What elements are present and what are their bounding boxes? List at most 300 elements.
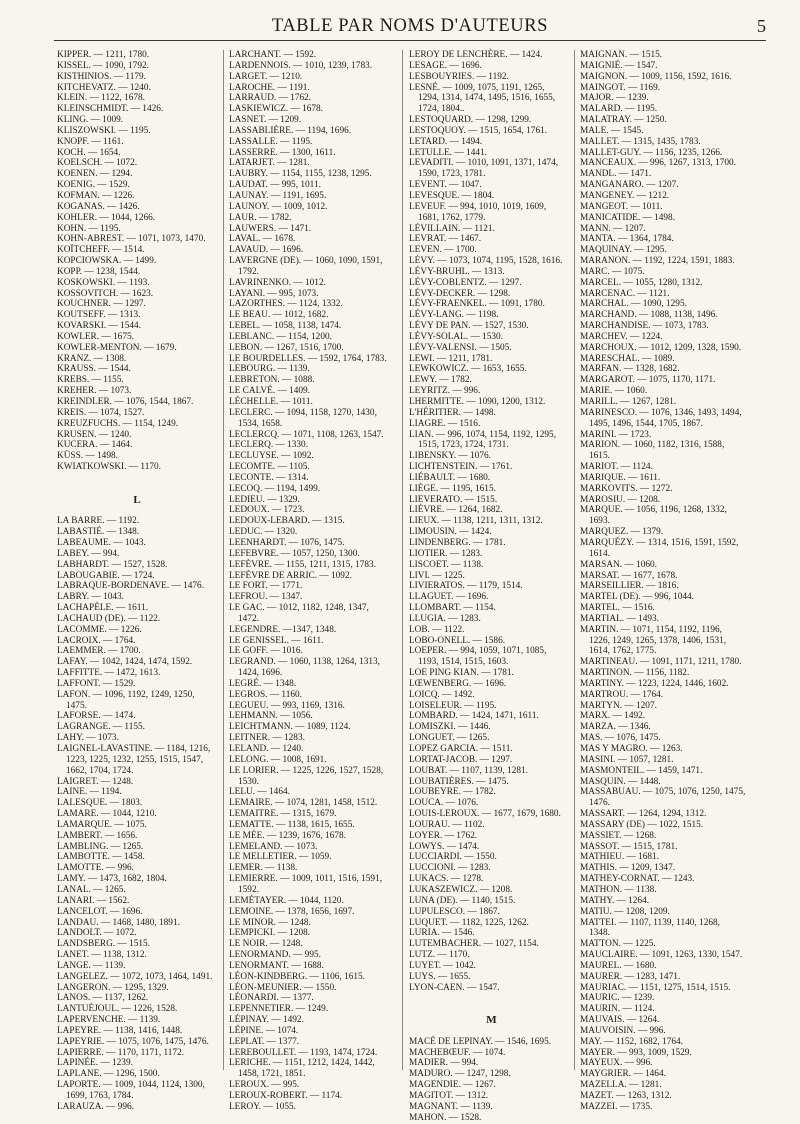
index-entry: LEICHTMANN. — 1089, 1124. [229,722,351,733]
index-entry: LE BOURDELLES. — 1592, 1764, 1783. [229,353,387,364]
index-entry: LEPENNETIER. — 1249. [229,1004,329,1015]
index-entry: LAPINÉE. — 1239. [57,1058,133,1069]
index-entry: LAPEYRE. — 1138, 1416, 1448. [57,1025,183,1036]
index-entry: MARTINY. — 1223, 1224, 1446, 1602. [580,678,729,689]
index-entry: MARCHAND. — 1088, 1138, 1496. [580,310,718,321]
column-divider [223,50,224,1070]
index-entry: KOELSCH. — 1072. [57,158,138,169]
index-entry: LE GAC. — 1012, 1182, 1248, 1347, [229,603,369,614]
index-entry: MAYGRIER. — 1464. [580,1069,666,1080]
index-entry: MARILL. — 1267, 1281. [580,397,677,407]
index-entry: MANCEAUX. — 996, 1267, 1313, 1700. [580,158,736,169]
index-entry: LOWYS. — 1474. [409,841,480,852]
index-entry: MANGANARO. — 1207. [580,180,679,191]
index-entry: MASSARY (DE) — 1022, 1515. [580,819,704,830]
index-entry: LEMIERRE. — 1009, 1011, 1516, 1591, [229,874,383,885]
index-entry-continuation: 1424, 1696. [238,668,283,679]
index-entry: KISTHINIOS. — 1179. [57,71,147,82]
index-entry: LAUWERS. — 1471. [229,223,312,234]
index-entry: LEGENDRE. —1347, 1348. [229,624,337,635]
blank-line [409,993,574,1004]
index-entry: LAFAY. — 1042, 1424, 1474, 1592. [57,657,193,668]
index-entry: LIEUX. — 1138, 1211, 1311, 1312. [409,516,543,527]
index-entry: LAUR. — 1782. [229,212,292,223]
index-entry: MATIU. — 1208, 1209. [580,906,670,917]
index-entry-continuation: 1495, 1496, 1544, 1705, 1867. [589,418,703,429]
index-entry: LOBO-ONELL. — 1586. [409,635,506,646]
index-entry: KNOPF. — 1161. [57,136,124,147]
index-entry: LEENHARDT. — 1076, 1475. [229,537,345,548]
index-entry: MAS Y MAGRO. — 1263. [580,744,683,754]
index-entry: MARIQUE. — 1611. [580,472,661,483]
index-entry-continuation: 1590, 1723, 1781. [418,169,486,180]
column-divider [574,50,575,1070]
index-entry: MARTEL (DE). — 996, 1044. [580,592,695,603]
index-entry: LUYET. — 1042. [409,960,476,971]
index-entry: LURIA. — 1546. [409,928,475,939]
index-entry: LIOTIER. — 1283. [409,548,483,559]
index-entry: LEFROU. — 1347. [229,592,303,603]
index-entry: LACHAPÈLE. — 1611. [57,603,149,614]
index-entry: LOB. — 1122. [409,624,465,635]
index-entry: L'HÉRITIER. — 1498. [409,407,496,418]
index-entry-continuation: 1699, 1763, 1784. [66,1091,134,1101]
index-entry: LE MÉE. — 1239, 1676, 1678. [229,830,346,841]
index-entry: KREUZFUCHS. — 1154, 1249. [57,418,179,429]
index-entry: LEWY. — 1782. [409,375,472,386]
index-entry: MAINGOT. — 1169. [580,82,661,93]
index-entry: LAMBOTTE. — 1458. [57,852,145,863]
index-entry: LOUIS-LEROUX. — 1677, 1679, 1680. [409,809,561,820]
index-entry: LASSABLIÈRE. — 1194, 1696. [229,125,352,136]
index-entry: KOSSOVITCH. — 1623. [57,288,154,299]
index-entry: LIVI. — 1225. [409,570,465,581]
index-entry: LEMELAND. — 1073. [229,841,318,852]
index-entry: MARSEILLIER. — 1816. [580,581,679,592]
index-entry: LAMARE. — 1044, 1210. [57,809,157,820]
index-entry: LICHTENSTEIN. — 1761. [409,462,513,473]
index-entry: LETULLE. — 1441. [409,147,487,158]
index-entry: LORTAT-JACOB. — 1297. [409,754,513,765]
index-entry: KRAUSS. — 1544. [57,364,131,375]
index-entry: MARTIAL. — 1493. [580,613,659,624]
index-entry: LAPLANE. — 1296, 1500. [57,1069,160,1080]
index-entry: LACOMME. — 1226. [57,624,142,635]
index-entry: LOE PING KIAN. — 1781. [409,668,514,679]
index-entry: MARFAN. — 1328, 1682. [580,364,680,375]
index-entry-continuation: 1458, 1721, 1851. [238,1069,306,1080]
index-entry: KREIS. — 1074, 1527. [57,407,145,418]
index-entry: LEMPICKI. — 1208. [229,928,311,939]
index-entry: KOGANAS. — 1426. [57,201,140,212]
index-entry: MAZET. — 1263, 1312. [580,1091,672,1101]
index-entry: LÉPINE. — 1074. [229,1025,299,1036]
index-entry: LAVRINENKO. — 1012. [229,277,326,288]
index-entry: MADURO. — 1247, 1298. [409,1069,511,1080]
index-entry: MANTA. — 1364, 1784. [580,234,674,245]
index-entry: LOUBAT. — 1107, 1139, 1281. [409,765,528,776]
index-entry-continuation: 1515, 1723, 1724, 1731. [418,440,509,451]
index-entry: MARCHANDISE. — 1073, 1783. [580,321,709,332]
index-entry: KOHN. — 1195. [57,223,121,234]
index-entry: LELONG. — 1008, 1691. [229,754,327,765]
index-entry: LOPEZ GARCIA. — 1511. [409,744,513,754]
index-entry: LEFEBVRE. — 1057, 1250, 1300. [229,548,360,559]
index-entry: KOUCHNER. — 1297. [57,299,146,310]
index-entry-continuation: 1662, 1704, 1724. [66,765,134,776]
index-entry: LAMBERT. — 1656. [57,830,138,841]
index-entry: MAURIAC. — 1151, 1275, 1514, 1515. [580,982,731,993]
index-entry: LEBLANC. — 1154, 1200. [229,331,332,342]
index-entry: KOFMAN. — 1226. [57,190,135,201]
index-entry: KOÏTCHEFF. — 1514. [57,245,145,256]
index-entry: LAIGRET. — 1248. [57,776,134,787]
index-entry: MATTEI. — 1107, 1139, 1140, 1268, [580,917,720,928]
index-entry: LAMY. — 1473, 1682, 1804. [57,874,167,885]
index-entry: LANGERON. — 1295, 1329. [57,982,169,993]
index-entry-continuation: 1592. [238,884,259,895]
index-entry: LLAGUET. — 1696. [409,592,489,603]
index-entry: LISCOET. — 1138. [409,559,484,570]
index-entry: LUTZ. — 1170. [409,950,470,961]
index-entry: LAPERVENCHE. — 1139. [57,1015,161,1026]
index-entry: KOVARSKI. — 1544. [57,321,142,332]
index-entry: LIAN. — 996, 1074, 1154, 1192, 1295, [409,429,557,440]
header-rule [54,40,766,41]
index-entry: KOENIG. — 1529. [57,180,130,191]
index-entry: MARX. — 1492. [580,711,646,722]
index-entry: MARGAROT. — 1075, 1170, 1171. [580,375,716,386]
index-entry: MARTIN. — 1071, 1154, 1192, 1196, [580,624,722,635]
index-entry: MARCHOUX. — 1012, 1209, 1328, 1590. [580,342,742,353]
page-title: TABLE PAR NOMS D'AUTEURS [271,16,549,36]
index-entry: LARDENNOIS. — 1010, 1239, 1783. [229,60,373,71]
index-entry-continuation: 1792. [238,266,259,277]
index-entry: LEBON. — 1267, 1516, 1700. [229,342,344,353]
index-entry: LECLERQ. — 1330. [229,440,309,451]
index-entry: KOCH. — 1654. [57,147,121,158]
index-entry: MATTON. — 1225. [580,939,656,950]
index-entry: LEFÈVRE. — 1155, 1211, 1315, 1783. [229,559,377,570]
index-entry: KOUTSEFF. — 1313. [57,310,141,321]
index-entry: LEITNER. — 1283. [229,733,305,744]
index-entry: LAFON. — 1096, 1192, 1249, 1250, [57,689,195,700]
index-entry: LAINE. — 1194. [57,787,122,798]
index-entry: LEMAIRE. — 1074, 1281, 1458, 1512. [229,798,378,809]
index-entry: MARIOT. — 1124. [580,462,653,473]
index-entry: MALLET-GUY. — 1156, 1235, 1266. [580,147,723,158]
index-entry: MAROSIU. — 1208. [580,494,661,505]
index-entry-continuation: 1348. [589,928,610,939]
index-entry: LEHMANN. — 1056. [229,711,313,722]
index-entry: LABASTIÉ. — 1348. [57,527,140,538]
index-entry: LABHARDT. — 1527, 1528. [57,559,168,570]
index-entry-continuation: 1693. [589,516,610,527]
index-entry: MADIER. — 994. [409,1058,479,1069]
index-entry: LASKIEWICZ. — 1678. [229,104,323,115]
index-entry: LAMBLING. — 1265. [57,841,144,852]
index-entry: MALARD. — 1195. [580,104,658,115]
index-entry: LE LORIER. — 1225, 1226, 1527, 1528, [229,765,384,776]
index-entry: LEREBOULLET. — 1193, 1474, 1724. [229,1047,378,1058]
index-entry: LAUDAT. — 995, 1011. [229,180,321,191]
index-entry: LAHY. — 1073. [57,733,119,744]
index-entry: LEMATTE. — 1138, 1615, 1655. [229,819,355,830]
index-entry-continuation: 1193, 1514, 1515, 1603. [418,657,509,668]
index-entry: LINDENBERG. — 1781. [409,537,506,548]
index-entry: MARESCHAL. — 1089. [580,353,675,364]
index-entry: LEBOURG. — 1139. [229,364,310,375]
index-entry: KLING. — 1009. [57,115,124,126]
index-entry: LASNET. — 1209. [229,115,302,126]
index-entry: LECOQ. — 1194, 1499. [229,483,321,494]
index-entry: LAROCHE. — 1191. [229,82,310,93]
index-column-4 [580,50,760,1113]
blank-line [57,484,217,495]
index-entry: KLISZOWSKI. — 1195. [57,125,151,136]
index-entry: MASINI. — 1057, 1281. [580,754,674,765]
index-entry: KOPCIOWSKA. — 1499. [57,256,157,267]
index-entry: MARCENAC. — 1121. [580,288,670,299]
index-entry: LAYANI. — 995, 1073. [229,288,319,299]
index-entry: MARSAN. — 1060. [580,559,657,570]
index-entry: LANGE. — 1139. [57,960,126,971]
index-entry: LÉVY-BRUHL. — 1313. [409,266,505,277]
index-entry: LUYS. — 1655. [409,971,471,982]
index-entry: LÉVY-FRAENKEL. — 1091, 1780. [409,299,545,310]
index-entry: LAMOTTE. — 996. [57,863,134,874]
index-entry: LEBEL. — 1058, 1138, 1474. [229,321,342,332]
index-entry: MAURIC. — 1239. [580,993,655,1004]
index-entry: KLEINSCHMIDT. — 1426. [57,104,164,115]
index-entry: MAIGNIÉ. — 1547. [580,60,658,71]
index-entry: LE NOIR. — 1248. [229,939,303,950]
index-entry: LANTUÉJOUL. — 1226, 1528. [57,1004,178,1015]
index-entry-continuation: 1614, 1762, 1775. [589,646,657,657]
index-entry: MAURIN. — 1124. [580,1004,655,1015]
index-entry: LÉVY-SOLAL. — 1530. [409,331,503,342]
blank-line [409,1026,574,1037]
index-entry: LOISELEUR. — 1195. [409,700,497,711]
index-entry: LEDOUX-LEBARD. — 1315. [229,516,345,527]
index-entry: MAUCLAIRE. — 1091, 1263, 1330, 1547. [580,950,743,961]
index-entry: LOYER. — 1762. [409,830,478,841]
index-entry-continuation: 1226, 1249, 1265, 1378, 1406, 1531, [589,635,727,646]
index-entry: LENORMAND. — 995. [229,950,321,961]
index-entry: LAEMMER. — 1700. [57,646,141,657]
index-entry: LAFFITTE. — 1472, 1613. [57,668,161,679]
column-divider [402,50,403,1070]
index-entry: LANARI. — 1562. [57,895,130,906]
index-entry-continuation: 1614. [589,548,610,559]
index-entry: KOPP. — 1238, 1544. [57,266,141,277]
index-entry: MACHEBŒUF. — 1074. [409,1047,506,1058]
index-entry: LAFFONT. — 1529. [57,678,136,689]
index-entry: MAYER. — 993, 1009, 1529. [580,1047,692,1058]
index-entry: LANDSBERG. — 1515. [57,939,150,950]
index-entry: LONGUET. — 1265. [409,733,490,744]
index-entry: LÉPINAY. — 1492. [229,1015,304,1026]
index-entry: MATHIEU. — 1681. [580,852,660,863]
index-entry: LÉCHELLE. — 1011. [229,397,313,407]
index-entry: LIVIERATOS. — 1179, 1514. [409,581,523,592]
index-entry: LE GENISSEL. — 1611. [229,635,324,646]
index-column-3 [409,50,574,1124]
index-entry: LOUBEYRE. — 1782. [409,787,496,798]
index-entry: MANGEOT. — 1011. [580,201,663,212]
index-entry: LEDUC. — 1320. [229,527,298,538]
index-entry: MARQUE. — 1056, 1196, 1268, 1332, [580,505,727,516]
index-entry: LATARJET. — 1281. [229,158,310,169]
index-entry: MARC. — 1075. [580,266,645,277]
index-entry: MARIE. — 1060. [580,386,648,397]
index-entry: MAJOR. — 1239. [580,93,649,104]
blank-line [57,505,217,516]
index-entry: LANOS. — 1137, 1262. [57,993,149,1004]
index-entry: LEYRITZ. — 996. [409,386,481,397]
index-entry: KOWLER. — 1675. [57,331,134,342]
index-entry: MASSABUAU. — 1075, 1076, 1250, 1475, [580,787,746,798]
index-entry: LÉON-MEUNIER. — 1550. [229,982,337,993]
index-entry: MARTROU. — 1764. [580,689,664,700]
index-entry: MAUVAIS. — 1264. [580,1015,660,1026]
section-letter: L [133,493,141,506]
index-entry: LÉVY-DECKER. — 1298. [409,288,511,299]
index-entry: MATHY. — 1264. [580,895,650,906]
index-entry: MAZELLA. — 1281. [580,1080,662,1091]
index-entry: KRUSEN. — 1240. [57,429,132,440]
index-entry: LÉVY. — 1073, 1074, 1195, 1528, 1616. [409,256,563,267]
index-entry: LUQUET. — 1182, 1225, 1262. [409,917,529,928]
index-entry: MALE. — 1545. [580,125,644,136]
index-entry: LABRAQUE-BORDENAVE. — 1476. [57,581,205,592]
index-entry: LOEPER. — 994, 1059, 1071, 1085, [409,646,547,657]
index-entry: LECLUYSE. — 1092. [229,451,314,462]
index-entry: LENORMANT. — 1688. [229,960,324,971]
index-entry: LEROUX-ROBERT. — 1174. [229,1091,343,1101]
index-entry-continuation: 1724, 1804.. [418,104,465,115]
index-entry: KOWLER-MENTON. — 1679. [57,342,177,353]
index-entry: LECOMTE. — 1105. [229,462,310,473]
index-entry: KREHER. — 1073. [57,386,132,397]
index-entry: LE BEAU. — 1012, 1682. [229,310,329,321]
index-entry: LA BARRE. — 1192. [57,516,140,527]
index-entry: LIÉBAULT. — 1680. [409,472,491,483]
index-entry-continuation: 1294, 1314, 1474, 1495, 1516, 1655, [418,93,556,104]
index-entry: LUKACS. — 1278. [409,874,484,885]
index-entry: LEFÈVRE DE ARRIC. — 1092. [229,570,352,581]
index-entry-continuation: 1472. [238,613,259,624]
index-entry: MAY. — 1152, 1682, 1764. [580,1036,683,1047]
index-entry: MATHON. — 1138. [580,884,657,895]
index-entry: LE CALVÉ. — 1409. [229,386,311,397]
index-entry: LESNÉ. — 1009, 1075, 1191, 1265, [409,82,545,93]
index-entry: KOHN-ABREST. — 1071, 1073, 1470. [57,234,206,245]
index-entry: MALATRAY. — 1250. [580,115,667,126]
index-entry: LE GOFF. — 1016. [229,646,303,657]
index-entry: LERICHE. — 1151, 1212, 1424, 1442, [229,1058,375,1069]
index-entry: LESBOUYRIES. — 1192. [409,71,509,82]
index-entry: LECLERCQ. — 1071, 1108, 1263, 1547. [229,429,384,440]
page-header [54,14,766,40]
index-entry: KLEIN. — 1122, 1678. [57,93,145,104]
index-entry: MASSOT. — 1515, 1781. [580,841,678,852]
index-entry: LŒWENBERG. — 1696. [409,678,507,689]
index-entry: LOICQ. — 1492. [409,689,475,700]
index-entry: MARTEL. — 1516. [580,603,655,614]
index-entry: LÉVILLAIN. — 1121. [409,223,495,234]
index-entry: LEROY. — 1055. [229,1101,296,1112]
blank-line [57,473,217,484]
index-entry: LOURAU. — 1102. [409,819,485,830]
index-entry: LEDOUX. — 1723. [229,505,305,516]
index-entry: LANCELOT. — 1696. [57,906,143,917]
index-entry: LANAL. — 1265. [57,884,126,895]
index-entry: LIEVERATO. — 1515. [409,494,498,505]
index-entry: LALESQUE. — 1803. [57,798,143,809]
index-entry: LÉVY DE PAN. — 1527, 1530. [409,321,529,332]
index-entry: LAFORSE. — 1474. [57,711,136,722]
index-entry: KOHLER. — 1044, 1266. [57,212,156,223]
index-entry: LECONTE. — 1314. [229,472,309,483]
index-entry: LANDOLT. — 1072. [57,928,137,939]
index-entry: MARCHAL. — 1090, 1295. [580,299,687,310]
index-entry: LEROY DE LENCHÈRE. — 1424. [409,50,543,60]
index-entry-continuation: 1476. [589,798,610,809]
index-entry: MAGITOT. — 1312. [409,1091,489,1101]
index-entry: KREINDLER. — 1076, 1544, 1867. [57,397,194,407]
index-entry: LEGRÉ. — 1348. [229,678,297,689]
index-entry: LEBRETON. — 1088. [229,375,315,386]
index-entry: LÉON-KINDBERG. — 1106, 1615. [229,971,365,982]
index-entry: LEGROS. — 1160. [229,689,302,700]
index-entry: LACROIX. — 1764. [57,635,136,646]
index-entry: LEMAITRE. — 1315, 1679. [229,809,337,820]
index-entry: KIPPER. — 1211, 1780. [57,50,150,60]
index-entry: KUCERA. — 1464. [57,440,133,451]
index-entry: MARTINEAU. — 1091, 1171, 1211, 1780. [580,657,742,668]
index-entry: LAPEYRIE. — 1075, 1076, 1475, 1476. [57,1036,209,1047]
index-entry: KREBS. — 1155. [57,375,124,386]
index-entry: LOMBARD. — 1424, 1471, 1611. [409,711,539,722]
index-column-1 [57,50,217,1113]
index-entry: LEWI. — 1211, 1781. [409,353,493,364]
index-entry: LAPORTE. — 1009, 1044, 1124, 1300, [57,1080,205,1091]
index-entry: LESTOQUARD. — 1298, 1299. [409,115,532,126]
index-entry: LEROUX. — 995. [229,1080,300,1091]
index-entry: MARION. — 1060, 1182, 1316, 1588, [580,440,725,451]
index-entry: KOENEN. — 1294. [57,169,133,180]
index-entry-continuation: 1681, 1762, 1779. [418,212,486,223]
index-entry: MARQUEZ. — 1379. [580,527,664,538]
index-entry: LABEAUME. — 1043. [57,537,146,548]
index-entry: KÜSS. — 1498. [57,451,118,462]
index-entry: LUPULESCO. — 1867. [409,906,500,917]
index-entry: LASSERRE. — 1300, 1611. [229,147,336,158]
index-entry: LIÈGE. — 1195, 1615. [409,483,496,494]
index-entry-continuation: 1615. [589,451,610,462]
index-entry: LABOUGABIE. — 1724. [57,570,155,581]
index-entry: KOSKOWSKI. — 1193. [57,277,150,288]
index-entry: MAUREL. — 1680. [580,960,657,971]
index-entry: LEMOINE. — 1378, 1656, 1697. [229,906,355,917]
index-entry: LIAGRE. — 1516. [409,418,481,429]
index-entry: LANDAU. — 1468, 1480, 1891. [57,917,180,928]
index-entry: LAPIERRE. — 1170, 1171, 1172. [57,1047,185,1058]
index-entry: LARGET. — 1210. [229,71,303,82]
index-entry: LIMOUSIN. — 1424. [409,527,492,538]
index-entry: KWIATKOWSKI. — 1170. [57,462,161,473]
